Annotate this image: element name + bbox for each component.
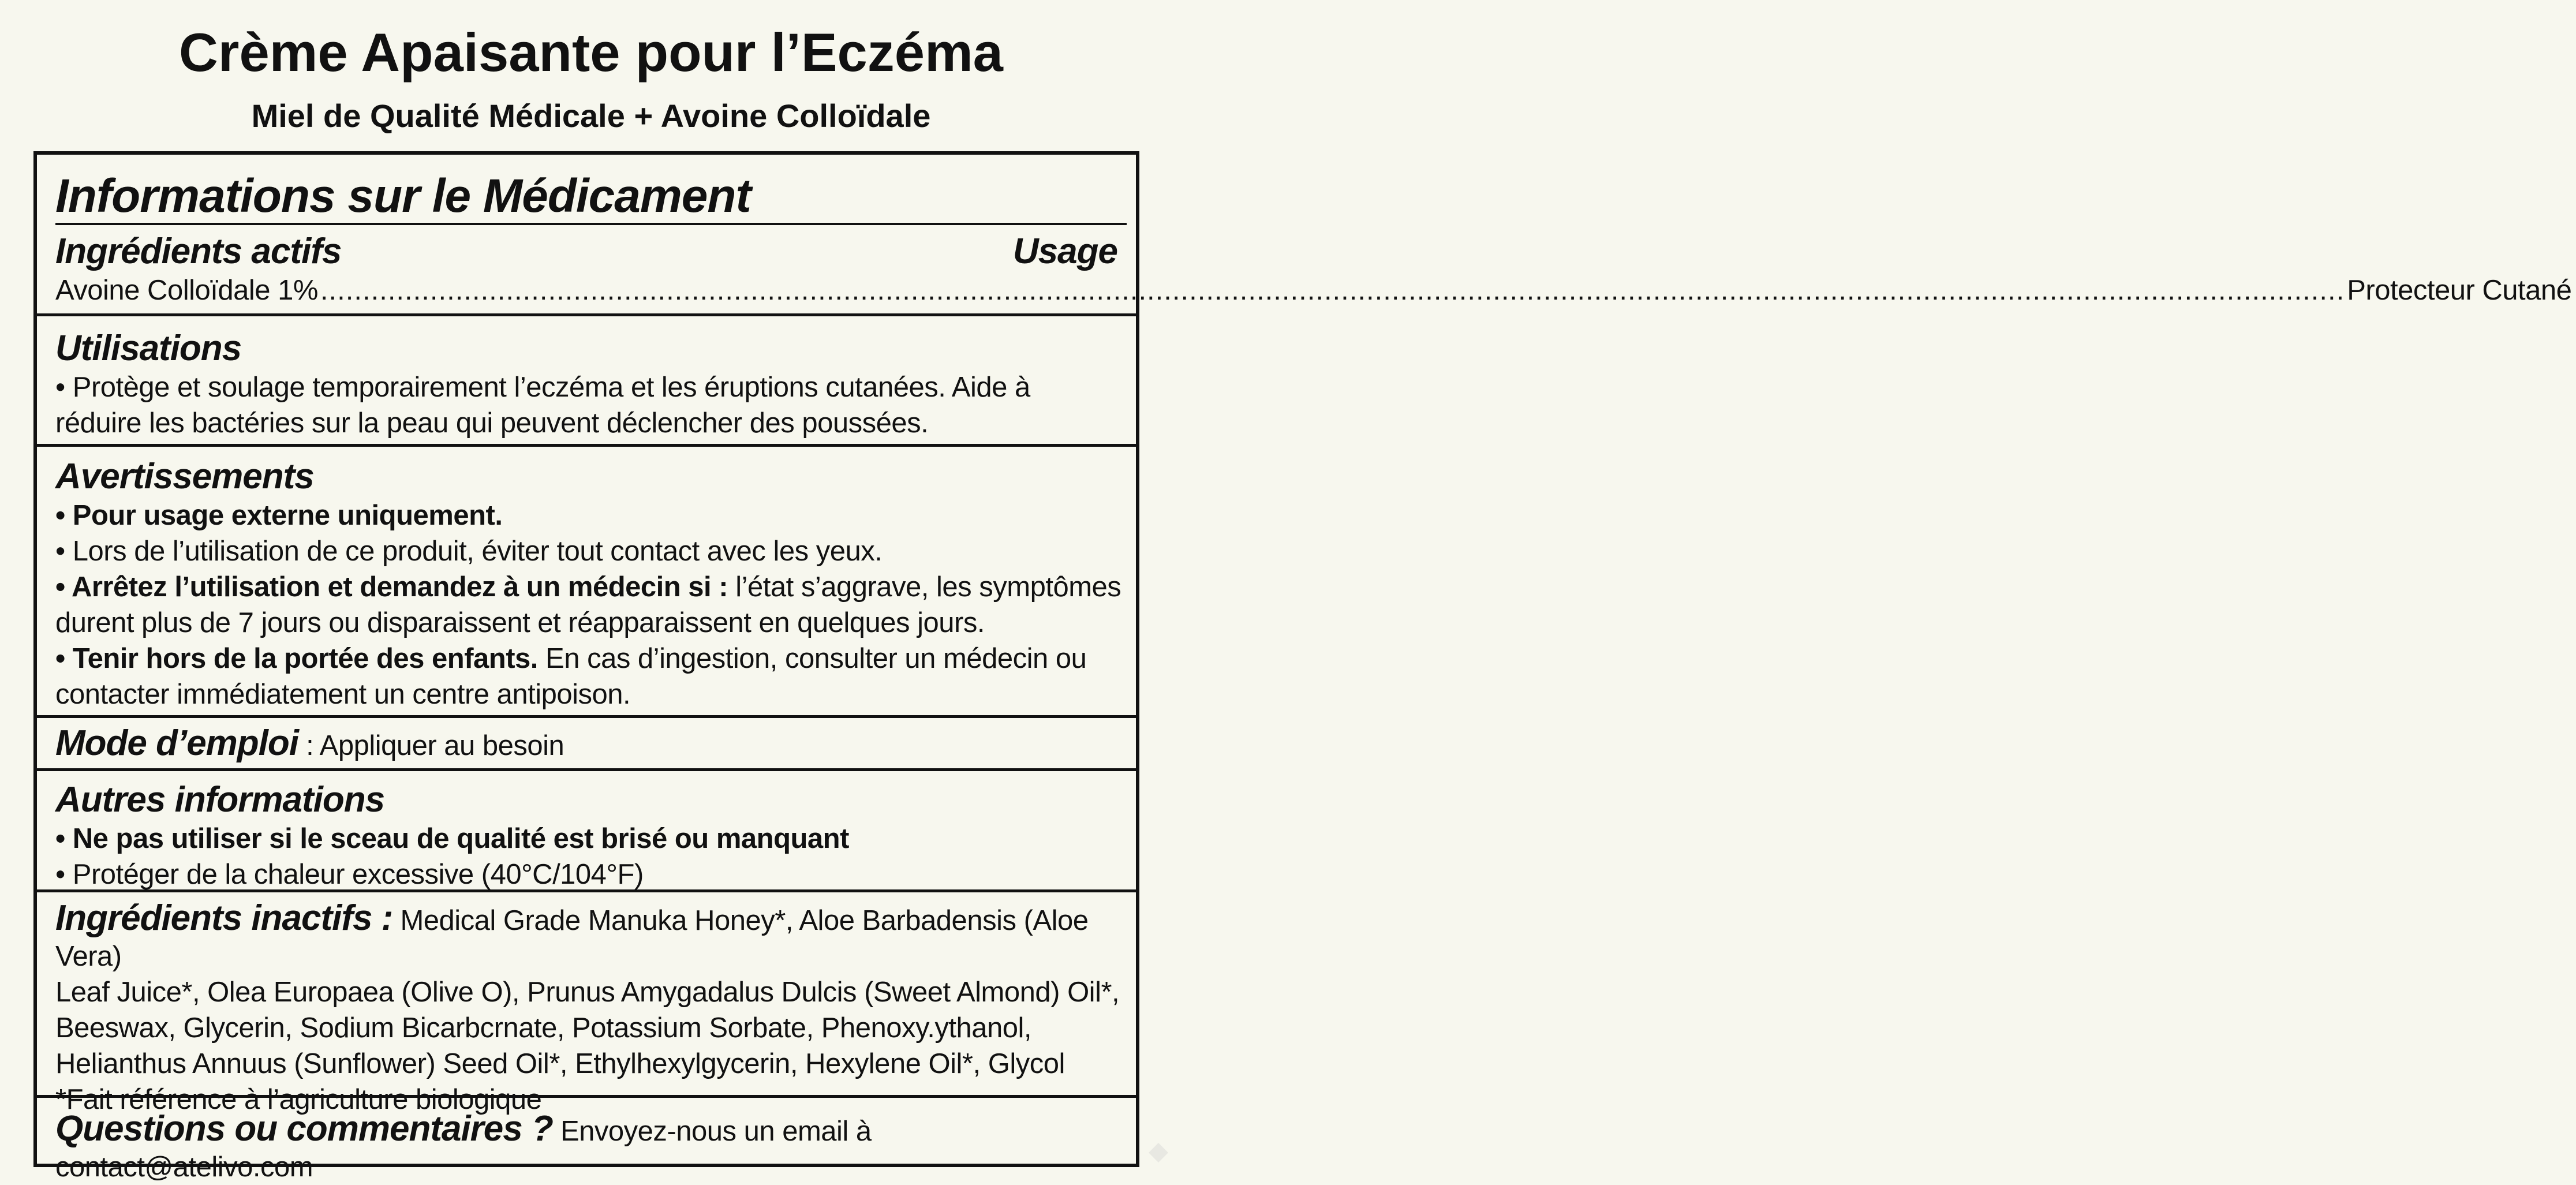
product-title: Crème Apaisante pour l’Eczéma — [179, 22, 1003, 83]
heading-divider — [55, 223, 1127, 225]
inactive-ingredients-line-4: Helianthus Annuus (Sunflower) Seed Oil*, Ethylhexylgycerin, Hexylene Oil*, Glycol — [55, 1048, 1065, 1079]
directions-section — [37, 718, 1136, 771]
leader-dots — [320, 272, 2345, 308]
product-subtitle: Miel de Qualité Médicale + Avoine Colloïdale — [251, 98, 931, 134]
organic-footnote: *Fait référence à l’agriculture biologique — [55, 1084, 542, 1115]
other-information-heading: Autres informations — [55, 780, 385, 820]
warning-stop-use-line-2: durent plus de 7 jours ou disparaissent et réapparaissent en quelques jours. — [55, 607, 985, 638]
warning-eyes: • Lors de l’utilisation de ce produit, éviter tout contact avec les yeux. — [55, 536, 883, 567]
inactive-ingredients-text-1: Medical Grade Manuka Honey*, Aloe Barbadensis (Aloe Vera) — [55, 905, 1089, 972]
other-info-seal: • Ne pas utiliser si le sceau de qualité est brisé ou manquant — [55, 823, 849, 854]
inactive-ingredients-heading: Ingrédients inactifs : — [55, 898, 393, 938]
drug-facts-heading: Informations sur le Médicament — [55, 170, 751, 222]
warning-external-use: • Pour usage externe uniquement. — [55, 500, 503, 531]
warning-children-line-2: contacter immédiatement un centre antipoison. — [55, 679, 631, 710]
directions-text: : Appliquer au besoin — [298, 730, 564, 761]
directions-heading: Mode d’emploi — [55, 723, 298, 763]
questions-section — [37, 1098, 1136, 1183]
active-ingredient-purpose: Protecteur Cutané — [2347, 275, 2572, 306]
corner-watermark-icon — [1149, 1143, 1168, 1162]
questions-contact-text: Envoyez-nous un email à contact@atelivo.com — [55, 1116, 872, 1183]
warning-stop-use — [55, 569, 1122, 605]
drug-facts-panel — [33, 151, 2572, 1183]
warning-stop-use-text: l’état s’aggrave, les symptômes — [728, 571, 1121, 603]
warning-children — [55, 641, 1122, 676]
uses-line-2: réduire les bactéries sur la peau qui peuvent déclencher des poussées. — [55, 408, 929, 439]
uses-heading: Utilisations — [55, 328, 242, 368]
other-info-heat: • Protéger de la chaleur excessive (40°C/104°F) — [55, 859, 644, 890]
warning-stop-use-label: • Arrêtez l’utilisation et demandez à un médecin si : — [55, 571, 728, 603]
uses-line-1: • Protège et soulage temporairement l’eczéma et les éruptions cutanées. Aide à — [55, 372, 1030, 403]
active-ingredients-heading: Ingrédients actifs — [55, 231, 342, 271]
inactive-ingredients-line-1 — [55, 900, 1122, 974]
warnings-heading: Avertissements — [55, 457, 314, 496]
active-ingredient-row — [55, 272, 2572, 308]
inactive-ingredients-line-2: Leaf Juice*, Olea Europaea (Olive O), Prunus Amygadalus Dulcis (Sweet Almond) Oil*, — [55, 977, 1120, 1008]
warning-children-label: • Tenir hors de la portée des enfants. — [55, 643, 538, 674]
active-ingredients-section — [37, 155, 2572, 316]
active-ingredient-name: Avoine Colloïdale 1% — [55, 275, 318, 306]
warning-children-text: En cas d’ingestion, consulter un médecin ou — [537, 643, 1087, 674]
inactive-ingredients-line-3: Beeswax, Glycerin, Sodium Bicarbcrnate, Potassium Sorbate, Phenoxy.ythanol, — [55, 1012, 1032, 1044]
purpose-heading: Usage — [1012, 231, 1117, 271]
uses-section — [37, 316, 1136, 447]
warnings-section — [37, 447, 1136, 718]
questions-heading: Questions ou commentaires ? — [55, 1109, 553, 1149]
other-information-section — [37, 771, 1136, 892]
inactive-ingredients-section — [37, 892, 1136, 1115]
